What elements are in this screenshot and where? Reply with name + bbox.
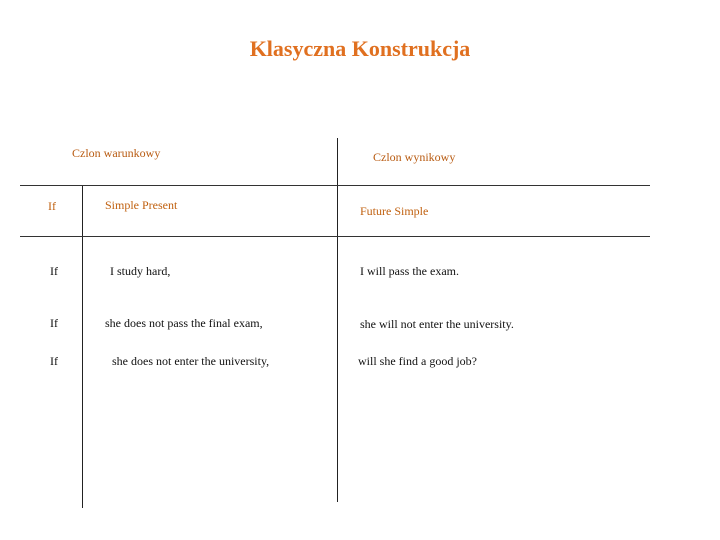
formula-top-rule [20,185,650,186]
example-1-condition: I study hard, [110,264,171,278]
page-title: Klasyczna Konstrukcja [249,36,471,61]
formula-result-tense: Future Simple [360,204,429,218]
example-1-if: If [50,264,58,278]
result-column-header: Czlon wynikowy [373,150,456,164]
example-3-result: will she find a good job? [358,354,477,368]
condition-column-header: Czlon warunkowy [72,146,161,160]
formula-condition-tense: Simple Present [105,198,178,212]
example-2-if: If [50,316,58,330]
formula-bottom-rule [20,236,650,237]
center-column-divider [337,138,338,502]
formula-if-label: If [48,199,56,213]
example-3-if: If [50,354,58,368]
example-3-condition: she does not enter the university, [112,354,270,368]
example-1-result: I will pass the exam. [360,264,459,278]
example-2-result: she will not enter the university. [360,317,514,331]
left-column-divider [82,186,83,508]
example-2-condition: she does not pass the final exam, [105,316,263,330]
